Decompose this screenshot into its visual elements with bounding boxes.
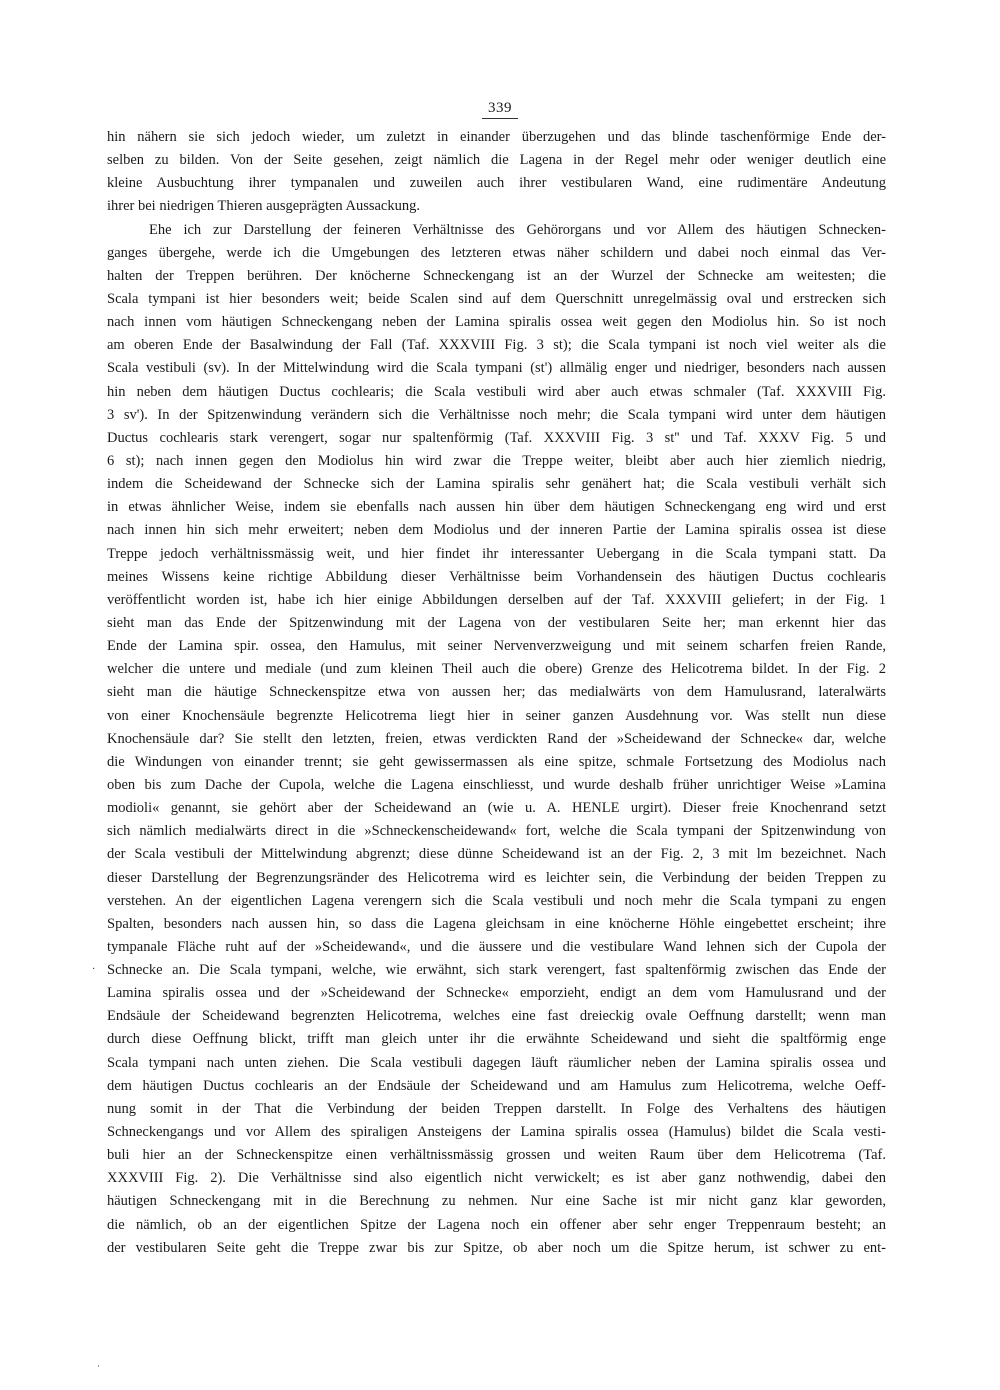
text-line: Spalten, besonders nach aussen hin, so dass die Lagena gleichsam in eine knöcherne Höhle eingebettet erscheint; ihre — [107, 915, 886, 932]
text-line: indem die Scheidewand der Schnecke sich der Lamina spiralis sehr genähert hat; die Scala vestibuli verhält sich — [107, 476, 886, 493]
text-line: ganges übergehe, werde ich die Umgebungen des letzteren etwas näher schildern und dabei noch einmal das Ver- — [107, 244, 886, 261]
text-line: 3 sv'). In der Spitzenwindung verändern sich die Verhältnisse noch mehr; die Scala tympani wird unter dem häutigen — [107, 406, 886, 423]
text-line: dieser Darstellung der Begrenzungsränder des Helicotrema wird es leichter sein, die Verbindung der beiden Treppen zu — [107, 869, 886, 886]
text-line: durch diese Oeffnung blickt, trifft man gleich unter ihr die erwähnte Scheidewand und sieht die spaltförmig enge — [107, 1031, 886, 1048]
paragraph — [107, 219, 886, 1260]
text-line: meines Wissens keine richtige Abbildung dieser Verhältnisse beim Vorhandensein des häutigen Ductus cochlearis — [107, 568, 886, 585]
text-line: Lamina spiralis ossea und der »Scheidewand der Schnecke« emporzieht, endigt an dem vom Hamulusrand und der — [107, 985, 886, 1002]
body-text — [107, 126, 886, 1260]
text-line: tympanale Fläche ruht auf der »Scheidewand«, und die äussere und die vestibulare Wand lehnen sich der Cupola der — [107, 938, 886, 955]
text-line: kleine Ausbuchtung ihrer tympanalen und zuweilen auch ihrer vestibularen Wand, eine rudimentäre Andeutung — [107, 175, 886, 192]
text-line: selben zu bilden. Von der Seite gesehen, zeigt nämlich die Lagena in der Regel mehr oder weniger deutlich eine — [107, 152, 886, 169]
text-line: Knochensäule dar? Sie stellt den letzten, freien, etwas verdickten Rand der »Scheidewand der Schnecke« dar, welche — [107, 730, 886, 747]
text-line: sich nämlich medialwärts direct in die »Schneckenscheidewand« fort, welche die Scala tympani der Spitzenwindung von — [107, 823, 886, 840]
text-line: Scala vestibuli (sv). In der Mittelwindung wird die Scala tympani (st') allmälig enger und niedriger, besonders nach aussen — [107, 360, 886, 377]
page-number — [0, 100, 1000, 119]
text-line: Scala tympani ist hier besonders weit; beide Scalen sind auf dem Querschnitt unregelmässig oval und erstrecken sich — [107, 290, 886, 307]
text-line: Ende der Lamina spir. ossea, den Hamulus, mit seiner Nervenverzweigung und mit seinem scharfen freien Rande, — [107, 638, 886, 655]
text-line: veröffentlicht worden ist, habe ich hier einige Abbildungen derselben auf der Taf. XXXVIII geliefert; in der Fig. 1 — [107, 591, 886, 608]
text-line: die Windungen von einander trennt; sie geht gewissermassen als eine spitze, schmale Fortsetzung des Modiolus nach — [107, 753, 886, 770]
text-line: von einer Knochensäule begrenzte Helicotrema liegt hier in seiner ganzen Ausdehnung vor. Was stellt nun diese — [107, 707, 886, 724]
text-line: Scala tympani nach unten ziehen. Die Scala vestibuli dagegen läuft räumlicher neben der Lamina spiralis ossea und — [107, 1054, 886, 1071]
corner-mark: · — [97, 1361, 100, 1371]
text-line: Ductus cochlearis stark verengert, sogar nur spaltenförmig (Taf. XXXVIII Fig. 3 st'' und Taf. XXXV Fig. 5 und — [107, 429, 886, 446]
text-line: Schneckengangs und vor Allem des spiraligen Ansteigens der Lamina spiralis ossea (Hamulus) bildet die Scala vesti- — [107, 1124, 886, 1141]
text-line: buli hier an der Schneckenspitze einen verhältnissmässig grossen und weiten Raum über dem Helicotrema (Taf. — [107, 1147, 886, 1164]
text-line: in etwas ähnlicher Weise, indem sie ebenfalls nach aussen hin über dem häutigen Schneckengang eng wird und erst — [107, 499, 886, 516]
paragraph — [107, 126, 886, 219]
text-line: häutigen Schneckengang mit in die Berechnung zu nehmen. Nur eine Sache ist mir nicht ganz klar geworden, — [107, 1193, 886, 1210]
text-line: die nämlich, ob an der eigentlichen Spitze der Lagena noch ein offener aber sehr enger Treppenraum besteht; an — [107, 1216, 886, 1233]
text-line: der Scala vestibuli der Mittelwindung abgrenzt; diese dünne Scheidewand ist an der Fig. 2, 3 mit lm bezeichnet. Nach — [107, 846, 886, 863]
text-line: der vestibularen Seite geht die Treppe zwar bis zur Spitze, ob aber noch um die Spitze herum, ist schwer zu ent- — [107, 1239, 886, 1256]
text-line: Endsäule der Scheidewand begrenzten Helicotrema, welches eine fast dreieckig ovale Oeffnung darstellt; wenn man — [107, 1008, 886, 1025]
text-line: oben bis zum Dache der Cupola, welche die Lagena einschliesst, und wurde deshalb früher unrichtiger Weise »Lamina — [107, 776, 886, 793]
text-line: Treppe jedoch verhältnissmässig weit, und hier findet ihr interessanter Uebergang in die Scala tympani statt. Da — [107, 545, 886, 562]
text-line: nach innen vom häutigen Schneckengang neben der Lamina spiralis ossea weit gegen den Modiolus hin. So ist noch — [107, 314, 886, 331]
text-line: Schnecke an. Die Scala tympani, welche, wie erwähnt, sich stark verengert, fast spaltenförmig zwischen das Ende der — [107, 962, 886, 979]
text-line: modioli« genannt, sie gehört aber der Scheidewand an (wie u. A. HENLE urgirt). Dieser freie Knochenrand setzt — [107, 800, 886, 817]
text-line: sieht man die häutige Schneckenspitze etwa von aussen her; das medialwärts von dem Hamulusrand, lateralwärts — [107, 684, 886, 701]
margin-mark: · — [92, 964, 96, 975]
text-line: dem häutigen Ductus cochlearis an der Endsäule der Scheidewand und am Hamulus zum Helicotrema, welche Oeff- — [107, 1077, 886, 1094]
text-line: welcher die untere und mediale (und zum kleinen Theil auch die obere) Grenze des Helicotrema bildet. In der Fig. 2 — [107, 661, 886, 678]
text-line: sieht man das Ende der Spitzenwindung mit der Lagena von der vestibularen Seite her; man erkennt hier das — [107, 614, 886, 631]
text-line: hin nähern sie sich jedoch wieder, um zuletzt in einander überzugehen und das blinde taschenförmige Ende der- — [107, 129, 886, 145]
text-line: nung somit in der That die Verbindung der beiden Treppen darstellt. In Folge des Verhaltens des häutigen — [107, 1100, 886, 1117]
text-line: verstehen. An der eigentlichen Lagena verengern sich die Scala vestibuli und noch mehr die Scala tympani zu engen — [107, 892, 886, 909]
text-line: ihrer bei niedrigen Thieren ausgeprägten Aussackung. — [107, 198, 420, 215]
text-line: nach innen hin sich mehr erweitert; neben dem Modiolus und der inneren Partie der Lamina spiralis ossea ist diese — [107, 522, 886, 539]
text-line: hin neben dem häutigen Ductus cochlearis; die Scala vestibuli wird aber auch etwas schmaler (Taf. XXXVIII Fig. — [107, 383, 886, 400]
page-number-text: 339 — [482, 100, 518, 119]
text-line: Ehe ich zur Darstellung der feineren Verhältnisse des Gehörorgans und vor Allem des häutigen Schnecken- — [149, 221, 886, 238]
text-line: 6 st); nach innen gegen den Modiolus hin wird zwar die Treppe weiter, bleibt aber auch hier ziemlich niedrig, — [107, 452, 886, 469]
text-line: halten der Treppen berühren. Der knöcherne Schneckengang ist an der Wurzel der Schnecke am weitesten; die — [107, 267, 886, 284]
text-line: XXXVIII Fig. 2). Die Verhältnisse sind also eigentlich nicht verwickelt; es ist aber ganz nothwendig, dabei den — [107, 1170, 886, 1187]
text-line: am oberen Ende der Basalwindung der Fall (Taf. XXXVIII Fig. 3 st); die Scala tympani ist noch viel weiter als die — [107, 337, 886, 354]
